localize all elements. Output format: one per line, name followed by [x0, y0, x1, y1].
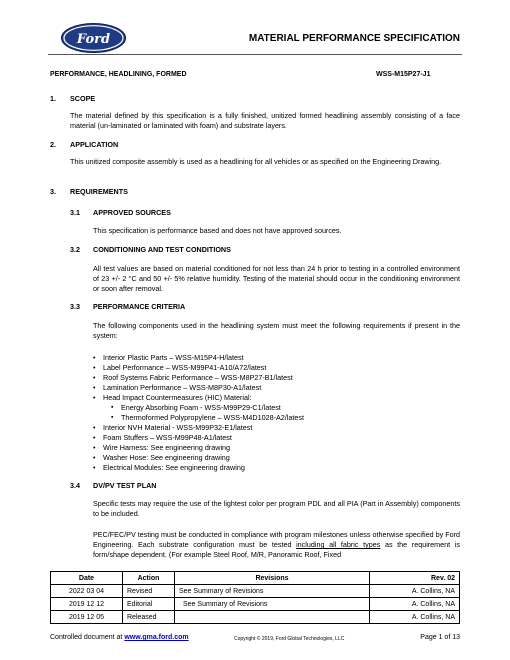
section-3-3-title: PERFORMANCE CRITERIA: [93, 302, 186, 311]
section-1-number: 1.: [50, 94, 56, 103]
cell-date: 2022 03 04: [51, 585, 123, 598]
list-item: • Label Performance – WSS-M99P41-A10/A72/latest: [93, 363, 460, 373]
cell-action: Editorial: [123, 598, 175, 611]
section-1-body: The material defined by this specification is a fully finished, unitized formed headlining assembly consisting of a face material (un-laminated or laminated with foam) and substrate layers.: [70, 111, 460, 130]
section-2-number: 2.: [50, 140, 56, 149]
ford-logo-text: Ford: [76, 32, 111, 47]
list-item: • Lamination Performance – WSS-M8P30-A1/latest: [93, 383, 460, 393]
section-3-4-body-1: Specific tests may require the use of the lightest color per program PDL and all PIA (Part in Assembly) components to be included.: [93, 499, 460, 518]
section-3-number: 3.: [50, 187, 56, 196]
section-3-4-number: 3.4: [70, 481, 80, 490]
section-3-1-number: 3.1: [70, 208, 80, 217]
cell-date: 2019 12 05: [51, 611, 123, 624]
sublist-item-label: Thermoformed Polypropylene – WSS-M4D1028-A2/latest: [121, 413, 304, 422]
footer-copyright: Copyright © 2019, Ford Global Technologies, LLC: [234, 636, 345, 642]
section-3-1-body: This specification is performance based and does not have approved sources.: [93, 226, 342, 235]
doc-title: MATERIAL PERFORMANCE SPECIFICATION: [248, 33, 460, 44]
section-3-4-title: DV/PV TEST PLAN: [93, 481, 157, 490]
section-1-title: SCOPE: [70, 94, 96, 103]
list-item: • Foam Stuffers – WSS-M99P48-A1/latest: [93, 433, 460, 443]
section-3-title: REQUIREMENTS: [70, 187, 128, 196]
section-3-2-number: 3.2: [70, 245, 80, 254]
col-rev: Rev. 02: [370, 572, 460, 585]
section-3-4-body-2a: PEC/FEC/PV testing must be conducted in compliance with program milestones unless otherwise specified by Ford Engineering. Each substrate configuration must be tested: [93, 530, 460, 549]
section-3-3-number: 3.3: [70, 302, 80, 311]
spec-number: WSS-M15P27-J1: [376, 71, 431, 78]
cell-author: A. Collins, NA: [370, 585, 460, 598]
col-action: Action: [123, 572, 175, 585]
list-item-label: Head Impact Countermeasures (HIC) Material:: [103, 393, 252, 402]
list-item: • Electrical Modules: See engineering drawing: [93, 463, 460, 473]
section-3-3-body: The following components used in the headlining system must meet the following requirements if present in the system:: [93, 321, 460, 340]
section-3-4-body-2-underline: including all fabric types: [296, 540, 381, 549]
section-2-title: APPLICATION: [70, 140, 119, 149]
section-2-body: This unitized composite assembly is used as a headlining for all vehicles or as specified on the Engineering Drawing.: [70, 157, 442, 166]
list-item: • Interior NVH Material - WSS-M99P32-E1/latest: [93, 423, 460, 433]
cell-date: 2019 12 12: [51, 598, 123, 611]
list-item: • Roof Systems Fabric Performance – WSS-M8P27-B1/latest: [93, 373, 460, 383]
sublist: [103, 403, 460, 423]
section-3-2-title: CONDITIONING AND TEST CONDITIONS: [93, 245, 231, 254]
col-revisions: Revisions: [175, 572, 370, 585]
footer-page-number: Page 1 of 13: [420, 634, 460, 641]
sublist-item: [111, 403, 460, 413]
revision-table: [50, 571, 460, 624]
list-item: • Interior Plastic Parts – WSS-M15P4-H/latest: [93, 353, 460, 363]
cell-action: Revised: [123, 585, 175, 598]
revision-table-header: [51, 572, 460, 585]
table-row: [51, 611, 460, 624]
section-3-4-body-2b: as the requirement is form/shape dependent. (For example Steel Roof, M/R, Panoramic Roof, Fixed: [93, 540, 460, 559]
list-item: • Wire Harness: See engineering drawing: [93, 443, 460, 453]
cell-revisions: See Summary of Revisions: [175, 585, 370, 598]
list-item: • Washer Hose: See engineering drawing: [93, 453, 460, 463]
ford-logo: [60, 22, 127, 54]
cell-author: A. Collins, NA: [370, 598, 460, 611]
cell-action: Released: [123, 611, 175, 624]
footer-controlled: [50, 634, 189, 641]
cell-revisions: See Summary of Revisions: [175, 598, 370, 611]
table-row: [51, 585, 460, 598]
cell-revisions: [175, 611, 370, 624]
cell-author: A. Collins, NA: [370, 611, 460, 624]
footer-controlled-text: Controlled document at: [50, 634, 125, 641]
sublist-item-label: Energy Absorbing Foam - WSS-M99P29-C1/latest: [121, 403, 281, 412]
sublist-item: [111, 413, 460, 423]
header-divider: [48, 54, 462, 55]
section-3-2-body: All test values are based on material conditioned for not less than 24 h prior to testing in a controlled environment of 23 +/- 2 °C and 50 +/- 5% relative humidity. Testing of the material should occur in the conditioning environment or soon after removal.: [93, 264, 460, 293]
col-date: Date: [51, 572, 123, 585]
spec-title: PERFORMANCE, HEADLINING, FORMED: [50, 71, 187, 78]
section-3-4-body-2: [93, 530, 460, 560]
table-row: [51, 598, 460, 611]
list-item: [93, 393, 460, 423]
section-3-1-title: APPROVED SOURCES: [93, 208, 171, 217]
gma-link[interactable]: www.gma.ford.com: [124, 634, 189, 641]
components-list: [93, 353, 460, 473]
